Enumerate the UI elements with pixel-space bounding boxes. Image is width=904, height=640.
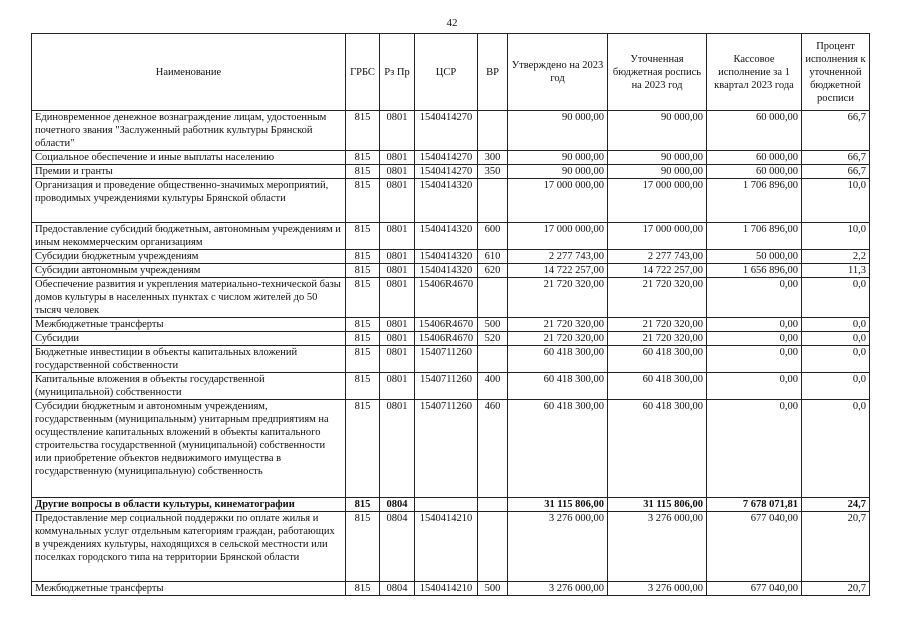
row-executed: 60 000,00 xyxy=(707,165,802,179)
table-row xyxy=(32,373,870,400)
row-grbs: 815 xyxy=(346,373,380,400)
row-approved: 31 115 806,00 xyxy=(508,498,608,512)
row-vr: 400 xyxy=(478,373,508,400)
row-csr xyxy=(415,498,478,512)
table-row xyxy=(32,250,870,264)
row-rzpr: 0801 xyxy=(380,346,415,373)
row-refined: 21 720 320,00 xyxy=(608,332,707,346)
row-csr: 15406R4670 xyxy=(415,278,478,318)
row-name: Капитальные вложения в объекты государственной (муниципальной) собственности xyxy=(32,373,346,400)
row-vr: 460 xyxy=(478,400,508,498)
row-csr: 1540414270 xyxy=(415,165,478,179)
header-executed: Кассовое исполнение за 1 квартал 2023 года xyxy=(707,34,802,111)
header-percent: Процент исполнения к уточненной бюджетной росписи xyxy=(802,34,870,111)
row-grbs: 815 xyxy=(346,111,380,151)
row-approved: 21 720 320,00 xyxy=(508,278,608,318)
row-executed: 677 040,00 xyxy=(707,582,802,596)
row-name: Обеспечение развития и укрепления материально-технической базы домов культуры в населенных пунктах с числом жителей до 50 тысяч человек xyxy=(32,278,346,318)
row-vr: 350 xyxy=(478,165,508,179)
table-header xyxy=(32,34,870,111)
row-csr: 1540711260 xyxy=(415,346,478,373)
row-executed: 1 656 896,00 xyxy=(707,264,802,278)
row-grbs: 815 xyxy=(346,400,380,498)
row-rzpr: 0801 xyxy=(380,264,415,278)
header-rzpr: Рз Пр xyxy=(380,34,415,111)
row-percent: 20,7 xyxy=(802,512,870,582)
row-csr: 1540711260 xyxy=(415,373,478,400)
row-executed: 677 040,00 xyxy=(707,512,802,582)
row-grbs: 815 xyxy=(346,223,380,250)
row-vr: 300 xyxy=(478,151,508,165)
row-approved: 60 418 300,00 xyxy=(508,373,608,400)
row-executed: 50 000,00 xyxy=(707,250,802,264)
table-row xyxy=(32,582,870,596)
row-refined: 31 115 806,00 xyxy=(608,498,707,512)
row-vr: 610 xyxy=(478,250,508,264)
row-percent: 10,0 xyxy=(802,223,870,250)
row-name: Предоставление мер социальной поддержки по оплате жилья и коммунальных услуг отдельным категориям граждан, работающих в учреждениях культуры, находящихся в сельской местности или поселках городского типа на территории Брянской области xyxy=(32,512,346,582)
row-grbs: 815 xyxy=(346,151,380,165)
row-grbs: 815 xyxy=(346,512,380,582)
row-grbs: 815 xyxy=(346,582,380,596)
table-row xyxy=(32,318,870,332)
row-rzpr: 0801 xyxy=(380,318,415,332)
row-refined: 17 000 000,00 xyxy=(608,179,707,223)
row-grbs: 815 xyxy=(346,318,380,332)
row-grbs: 815 xyxy=(346,332,380,346)
row-approved: 90 000,00 xyxy=(508,151,608,165)
row-csr: 15406R4670 xyxy=(415,318,478,332)
header-name: Наименование xyxy=(32,34,346,111)
row-executed: 0,00 xyxy=(707,278,802,318)
row-refined: 60 418 300,00 xyxy=(608,373,707,400)
header-csr: ЦСР xyxy=(415,34,478,111)
row-refined: 90 000,00 xyxy=(608,111,707,151)
row-refined: 21 720 320,00 xyxy=(608,278,707,318)
row-refined: 14 722 257,00 xyxy=(608,264,707,278)
row-name: Субсидии бюджетным и автономным учреждениям, государственным (муниципальным) унитарным предприятиям на осуществление капитальных вложений в объекты капитального строительства государственной (муниципальной) собственности или приобретение объектов недвижимого имущества в государственную (муниципальную) собственность xyxy=(32,400,346,498)
row-vr: 500 xyxy=(478,318,508,332)
row-vr xyxy=(478,179,508,223)
row-grbs: 815 xyxy=(346,346,380,373)
row-executed: 60 000,00 xyxy=(707,151,802,165)
row-name: Организация и проведение общественно-значимых мероприятий, проводимых учреждениями культуры Брянской области xyxy=(32,179,346,223)
row-approved: 90 000,00 xyxy=(508,111,608,151)
row-rzpr: 0801 xyxy=(380,111,415,151)
row-name: Субсидии xyxy=(32,332,346,346)
row-csr: 1540414320 xyxy=(415,250,478,264)
row-vr xyxy=(478,498,508,512)
row-rzpr: 0801 xyxy=(380,179,415,223)
row-executed: 0,00 xyxy=(707,400,802,498)
row-name: Единовременное денежное вознаграждение лицам, удостоенным почетного звания "Заслуженный работник культуры Брянской области" xyxy=(32,111,346,151)
row-approved: 21 720 320,00 xyxy=(508,332,608,346)
row-executed: 7 678 071,81 xyxy=(707,498,802,512)
row-approved: 90 000,00 xyxy=(508,165,608,179)
row-percent: 66,7 xyxy=(802,165,870,179)
table-row xyxy=(32,512,870,582)
row-vr: 600 xyxy=(478,223,508,250)
row-approved: 14 722 257,00 xyxy=(508,264,608,278)
row-percent: 0,0 xyxy=(802,373,870,400)
table-row xyxy=(32,179,870,223)
row-percent: 0,0 xyxy=(802,400,870,498)
row-rzpr: 0801 xyxy=(380,223,415,250)
row-approved: 60 418 300,00 xyxy=(508,400,608,498)
row-csr: 1540414270 xyxy=(415,111,478,151)
row-percent: 11,3 xyxy=(802,264,870,278)
table-row xyxy=(32,498,870,512)
row-csr: 1540414320 xyxy=(415,223,478,250)
row-approved: 3 276 000,00 xyxy=(508,582,608,596)
row-name: Социальное обеспечение и иные выплаты населению xyxy=(32,151,346,165)
row-vr: 520 xyxy=(478,332,508,346)
row-refined: 2 277 743,00 xyxy=(608,250,707,264)
row-name: Бюджетные инвестиции в объекты капитальных вложений государственной собственности xyxy=(32,346,346,373)
budget-table xyxy=(31,33,870,596)
row-refined: 90 000,00 xyxy=(608,151,707,165)
row-refined: 60 418 300,00 xyxy=(608,400,707,498)
row-grbs: 815 xyxy=(346,278,380,318)
table-row xyxy=(32,278,870,318)
table-row xyxy=(32,332,870,346)
table-row xyxy=(32,111,870,151)
row-approved: 21 720 320,00 xyxy=(508,318,608,332)
row-vr: 620 xyxy=(478,264,508,278)
row-name: Предоставление субсидий бюджетным, автономным учреждениям и иным некоммерческим организациям xyxy=(32,223,346,250)
row-rzpr: 0801 xyxy=(380,373,415,400)
page-number: 42 xyxy=(446,17,458,29)
row-executed: 1 706 896,00 xyxy=(707,179,802,223)
row-grbs: 815 xyxy=(346,498,380,512)
row-executed: 0,00 xyxy=(707,373,802,400)
row-executed: 1 706 896,00 xyxy=(707,223,802,250)
row-executed: 0,00 xyxy=(707,346,802,373)
row-vr xyxy=(478,111,508,151)
row-percent: 0,0 xyxy=(802,278,870,318)
row-grbs: 815 xyxy=(346,165,380,179)
row-refined: 60 418 300,00 xyxy=(608,346,707,373)
table-row xyxy=(32,400,870,498)
row-vr xyxy=(478,278,508,318)
row-executed: 60 000,00 xyxy=(707,111,802,151)
row-grbs: 815 xyxy=(346,264,380,278)
row-name: Субсидии автономным учреждениям xyxy=(32,264,346,278)
row-percent: 0,0 xyxy=(802,346,870,373)
row-executed: 0,00 xyxy=(707,318,802,332)
row-grbs: 815 xyxy=(346,250,380,264)
row-rzpr: 0801 xyxy=(380,332,415,346)
row-rzpr: 0801 xyxy=(380,151,415,165)
row-rzpr: 0804 xyxy=(380,498,415,512)
header-vr: ВР xyxy=(478,34,508,111)
row-rzpr: 0801 xyxy=(380,165,415,179)
row-approved: 60 418 300,00 xyxy=(508,346,608,373)
row-percent: 2,2 xyxy=(802,250,870,264)
row-csr: 1540414270 xyxy=(415,151,478,165)
row-refined: 90 000,00 xyxy=(608,165,707,179)
row-csr: 1540711260 xyxy=(415,400,478,498)
header-grbs: ГРБС xyxy=(346,34,380,111)
row-rzpr: 0804 xyxy=(380,512,415,582)
row-approved: 2 277 743,00 xyxy=(508,250,608,264)
row-percent: 0,0 xyxy=(802,318,870,332)
row-executed: 0,00 xyxy=(707,332,802,346)
row-rzpr: 0801 xyxy=(380,278,415,318)
row-percent: 24,7 xyxy=(802,498,870,512)
row-vr: 500 xyxy=(478,582,508,596)
row-percent: 66,7 xyxy=(802,151,870,165)
row-csr: 1540414320 xyxy=(415,264,478,278)
row-csr: 1540414210 xyxy=(415,512,478,582)
header-approved: Утверждено на 2023 год xyxy=(508,34,608,111)
row-approved: 17 000 000,00 xyxy=(508,179,608,223)
table-row xyxy=(32,165,870,179)
row-refined: 17 000 000,00 xyxy=(608,223,707,250)
row-name: Межбюджетные трансферты xyxy=(32,318,346,332)
table-row xyxy=(32,151,870,165)
row-vr xyxy=(478,512,508,582)
row-refined: 3 276 000,00 xyxy=(608,512,707,582)
table-row xyxy=(32,264,870,278)
row-percent: 0,0 xyxy=(802,332,870,346)
row-rzpr: 0801 xyxy=(380,400,415,498)
row-csr: 1540414320 xyxy=(415,179,478,223)
row-name: Межбюджетные трансферты xyxy=(32,582,346,596)
row-refined: 21 720 320,00 xyxy=(608,318,707,332)
row-rzpr: 0801 xyxy=(380,250,415,264)
table-row xyxy=(32,346,870,373)
row-approved: 17 000 000,00 xyxy=(508,223,608,250)
row-percent: 20,7 xyxy=(802,582,870,596)
row-percent: 66,7 xyxy=(802,111,870,151)
row-csr: 1540414210 xyxy=(415,582,478,596)
row-approved: 3 276 000,00 xyxy=(508,512,608,582)
row-rzpr: 0804 xyxy=(380,582,415,596)
row-name: Другие вопросы в области культуры, кинематографии xyxy=(32,498,346,512)
row-csr: 15406R4670 xyxy=(415,332,478,346)
header-refined: Уточненная бюджетная роспись на 2023 год xyxy=(608,34,707,111)
row-name: Субсидии бюджетным учреждениям xyxy=(32,250,346,264)
table-row xyxy=(32,223,870,250)
row-vr xyxy=(478,346,508,373)
row-grbs: 815 xyxy=(346,179,380,223)
row-refined: 3 276 000,00 xyxy=(608,582,707,596)
row-name: Премии и гранты xyxy=(32,165,346,179)
row-percent: 10,0 xyxy=(802,179,870,223)
